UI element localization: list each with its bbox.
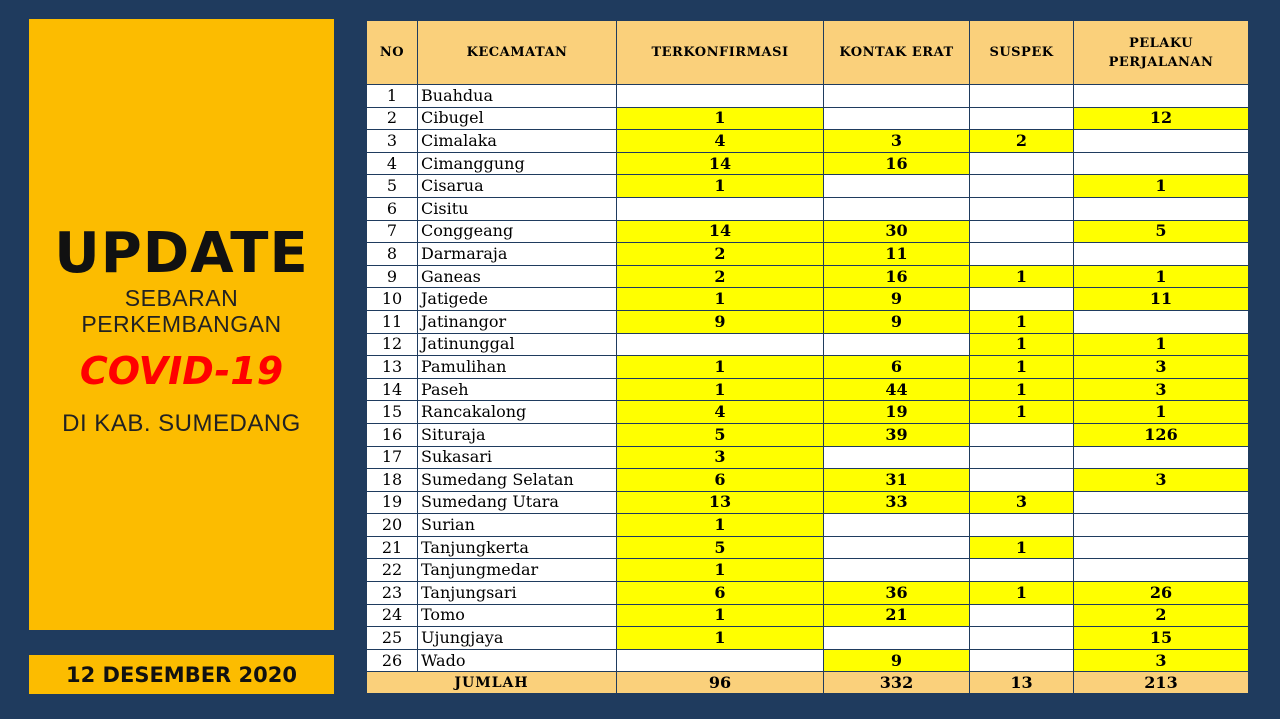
cell-kecamatan: Rancakalong: [418, 401, 617, 424]
cell-no: 1: [367, 85, 418, 108]
cell-no: 16: [367, 423, 418, 446]
cell-pelaku-perjalanan: [1074, 446, 1249, 469]
table-row: [367, 536, 1249, 559]
cell-kontak-erat: 6: [824, 356, 970, 379]
cell-no: 21: [367, 536, 418, 559]
cell-kecamatan: Jatinangor: [418, 310, 617, 333]
cell-terkonfirmasi: 1: [617, 514, 824, 537]
table-row: [367, 378, 1249, 401]
cell-terkonfirmasi: 1: [617, 378, 824, 401]
cell-kecamatan: Paseh: [418, 378, 617, 401]
cell-no: 5: [367, 175, 418, 198]
cell-suspek: [970, 288, 1074, 311]
cell-kontak-erat: 33: [824, 491, 970, 514]
table-row: [367, 152, 1249, 175]
cell-suspek: 1: [970, 401, 1074, 424]
table-row: [367, 220, 1249, 243]
total-label: JUMLAH: [367, 672, 617, 694]
cell-kecamatan: Wado: [418, 649, 617, 672]
cell-kontak-erat: [824, 627, 970, 650]
cell-no: 14: [367, 378, 418, 401]
cell-suspek: 3: [970, 491, 1074, 514]
cell-terkonfirmasi: 5: [617, 423, 824, 446]
total-pelaku-perjalanan: 213: [1074, 672, 1249, 694]
cell-pelaku-perjalanan: [1074, 85, 1249, 108]
cell-suspek: 1: [970, 378, 1074, 401]
cell-pelaku-perjalanan: 3: [1074, 649, 1249, 672]
cell-terkonfirmasi: [617, 197, 824, 220]
cell-pelaku-perjalanan: 3: [1074, 378, 1249, 401]
header-pelaku-perjalanan: PELAKU PERJALANAN: [1074, 21, 1249, 85]
table-row: [367, 582, 1249, 605]
table-row: [367, 243, 1249, 266]
cell-pelaku-perjalanan: 1: [1074, 333, 1249, 356]
table-row: [367, 107, 1249, 130]
cell-kecamatan: Sumedang Selatan: [418, 469, 617, 492]
cell-suspek: 1: [970, 333, 1074, 356]
cell-kontak-erat: 3: [824, 130, 970, 153]
table-row: [367, 627, 1249, 650]
cell-pelaku-perjalanan: 26: [1074, 582, 1249, 605]
cell-no: 4: [367, 152, 418, 175]
covid-data-table: [366, 20, 1249, 694]
cell-terkonfirmasi: 1: [617, 604, 824, 627]
cell-kecamatan: Pamulihan: [418, 356, 617, 379]
table-row: [367, 130, 1249, 153]
cell-no: 19: [367, 491, 418, 514]
table-row: [367, 265, 1249, 288]
cell-kecamatan: Jatigede: [418, 288, 617, 311]
cell-suspek: [970, 604, 1074, 627]
cell-suspek: [970, 243, 1074, 266]
table-row: [367, 469, 1249, 492]
cell-kontak-erat: 21: [824, 604, 970, 627]
cell-kontak-erat: 16: [824, 265, 970, 288]
cell-pelaku-perjalanan: 1: [1074, 175, 1249, 198]
cell-kecamatan: Ganeas: [418, 265, 617, 288]
cell-terkonfirmasi: 1: [617, 175, 824, 198]
table-row: [367, 85, 1249, 108]
cell-pelaku-perjalanan: [1074, 152, 1249, 175]
table-row: [367, 356, 1249, 379]
table-row: [367, 604, 1249, 627]
cell-kontak-erat: 19: [824, 401, 970, 424]
date-badge: 12 DESEMBER 2020: [29, 655, 334, 694]
cell-suspek: [970, 107, 1074, 130]
total-terkonfirmasi: 96: [617, 672, 824, 694]
cell-kecamatan: Conggeang: [418, 220, 617, 243]
cell-kecamatan: Cibugel: [418, 107, 617, 130]
cell-kontak-erat: [824, 446, 970, 469]
cell-suspek: [970, 220, 1074, 243]
cell-suspek: 1: [970, 536, 1074, 559]
cell-pelaku-perjalanan: [1074, 514, 1249, 537]
header-no: NO: [367, 21, 418, 85]
cell-kontak-erat: 30: [824, 220, 970, 243]
cell-terkonfirmasi: 1: [617, 356, 824, 379]
cell-terkonfirmasi: 4: [617, 401, 824, 424]
subtitle-perkembangan: PERKEMBANGAN: [81, 311, 282, 337]
total-kontak-erat: 332: [824, 672, 970, 694]
cell-kecamatan: Tanjungmedar: [418, 559, 617, 582]
cell-kontak-erat: [824, 536, 970, 559]
subtitle-sebaran: SEBARAN: [124, 285, 239, 311]
cell-terkonfirmasi: 6: [617, 469, 824, 492]
cell-kecamatan: Tanjungkerta: [418, 536, 617, 559]
cell-suspek: 1: [970, 356, 1074, 379]
table-row: [367, 514, 1249, 537]
cell-pelaku-perjalanan: [1074, 130, 1249, 153]
covid-title: COVID-19: [79, 349, 284, 393]
cell-terkonfirmasi: [617, 333, 824, 356]
cell-suspek: [970, 85, 1074, 108]
cell-no: 13: [367, 356, 418, 379]
cell-kontak-erat: [824, 514, 970, 537]
cell-kontak-erat: [824, 107, 970, 130]
cell-kecamatan: Cisarua: [418, 175, 617, 198]
cell-kecamatan: Buahdua: [418, 85, 617, 108]
cell-kontak-erat: 31: [824, 469, 970, 492]
cell-no: 20: [367, 514, 418, 537]
cell-kecamatan: Surian: [418, 514, 617, 537]
cell-kontak-erat: 9: [824, 649, 970, 672]
cell-pelaku-perjalanan: 1: [1074, 401, 1249, 424]
cell-terkonfirmasi: 1: [617, 559, 824, 582]
table-row: [367, 423, 1249, 446]
cell-no: 22: [367, 559, 418, 582]
table-row: [367, 446, 1249, 469]
cell-terkonfirmasi: 3: [617, 446, 824, 469]
table-row: [367, 333, 1249, 356]
cell-suspek: 2: [970, 130, 1074, 153]
header-kontak-erat: KONTAK ERAT: [824, 21, 970, 85]
cell-pelaku-perjalanan: [1074, 197, 1249, 220]
cell-terkonfirmasi: 1: [617, 288, 824, 311]
cell-kontak-erat: [824, 197, 970, 220]
cell-pelaku-perjalanan: 5: [1074, 220, 1249, 243]
cell-suspek: [970, 446, 1074, 469]
cell-no: 23: [367, 582, 418, 605]
cell-terkonfirmasi: 14: [617, 152, 824, 175]
cell-terkonfirmasi: 2: [617, 265, 824, 288]
cell-suspek: 1: [970, 310, 1074, 333]
cell-kecamatan: Situraja: [418, 423, 617, 446]
cell-no: 12: [367, 333, 418, 356]
cell-pelaku-perjalanan: 126: [1074, 423, 1249, 446]
cell-kecamatan: Cimalaka: [418, 130, 617, 153]
cell-suspek: [970, 559, 1074, 582]
table-row: [367, 401, 1249, 424]
cell-no: 7: [367, 220, 418, 243]
cell-pelaku-perjalanan: 3: [1074, 356, 1249, 379]
table-row: [367, 491, 1249, 514]
cell-terkonfirmasi: 5: [617, 536, 824, 559]
table-row: [367, 559, 1249, 582]
cell-pelaku-perjalanan: 3: [1074, 469, 1249, 492]
cell-kontak-erat: 39: [824, 423, 970, 446]
cell-suspek: [970, 197, 1074, 220]
cell-kecamatan: Sumedang Utara: [418, 491, 617, 514]
cell-suspek: [970, 627, 1074, 650]
table-row: [367, 310, 1249, 333]
cell-terkonfirmasi: 14: [617, 220, 824, 243]
cell-pelaku-perjalanan: [1074, 559, 1249, 582]
cell-kontak-erat: 11: [824, 243, 970, 266]
cell-suspek: [970, 469, 1074, 492]
cell-terkonfirmasi: 9: [617, 310, 824, 333]
cell-terkonfirmasi: [617, 85, 824, 108]
cell-kontak-erat: [824, 333, 970, 356]
cell-terkonfirmasi: 13: [617, 491, 824, 514]
cell-terkonfirmasi: 6: [617, 582, 824, 605]
header-suspek: SUSPEK: [970, 21, 1074, 85]
update-panel: [29, 19, 334, 630]
cell-kecamatan: Ujungjaya: [418, 627, 617, 650]
cell-no: 15: [367, 401, 418, 424]
cell-kecamatan: Tomo: [418, 604, 617, 627]
cell-terkonfirmasi: 2: [617, 243, 824, 266]
cell-no: 2: [367, 107, 418, 130]
cell-kontak-erat: 16: [824, 152, 970, 175]
total-suspek: 13: [970, 672, 1074, 694]
cell-terkonfirmasi: 4: [617, 130, 824, 153]
cell-kontak-erat: [824, 175, 970, 198]
cell-no: 6: [367, 197, 418, 220]
cell-kontak-erat: 44: [824, 378, 970, 401]
cell-no: 11: [367, 310, 418, 333]
cell-kontak-erat: [824, 559, 970, 582]
cell-no: 24: [367, 604, 418, 627]
cell-no: 9: [367, 265, 418, 288]
table-header-row: [367, 21, 1249, 85]
cell-kecamatan: Darmaraja: [418, 243, 617, 266]
cell-suspek: [970, 649, 1074, 672]
cell-terkonfirmasi: [617, 649, 824, 672]
cell-kontak-erat: 9: [824, 310, 970, 333]
cell-no: 25: [367, 627, 418, 650]
cell-kecamatan: Jatinunggal: [418, 333, 617, 356]
cell-pelaku-perjalanan: 12: [1074, 107, 1249, 130]
cell-kecamatan: Sukasari: [418, 446, 617, 469]
cell-pelaku-perjalanan: 2: [1074, 604, 1249, 627]
cell-kecamatan: Tanjungsari: [418, 582, 617, 605]
cell-suspek: [970, 152, 1074, 175]
cell-terkonfirmasi: 1: [617, 107, 824, 130]
cell-suspek: 1: [970, 265, 1074, 288]
cell-no: 18: [367, 469, 418, 492]
subtitle-location: DI KAB. SUMEDANG: [62, 410, 301, 437]
cell-kontak-erat: 36: [824, 582, 970, 605]
cell-terkonfirmasi: 1: [617, 627, 824, 650]
cell-no: 17: [367, 446, 418, 469]
header-kecamatan: KECAMATAN: [418, 21, 617, 85]
table-row: [367, 649, 1249, 672]
cell-suspek: 1: [970, 582, 1074, 605]
cell-pelaku-perjalanan: [1074, 243, 1249, 266]
cell-suspek: [970, 514, 1074, 537]
cell-no: 10: [367, 288, 418, 311]
cell-pelaku-perjalanan: [1074, 310, 1249, 333]
cell-kecamatan: Cimanggung: [418, 152, 617, 175]
cell-kontak-erat: [824, 85, 970, 108]
table-row: [367, 175, 1249, 198]
cell-no: 26: [367, 649, 418, 672]
update-title: UPDATE: [54, 221, 309, 286]
cell-kecamatan: Cisitu: [418, 197, 617, 220]
table-row: [367, 197, 1249, 220]
cell-pelaku-perjalanan: 15: [1074, 627, 1249, 650]
cell-pelaku-perjalanan: 1: [1074, 265, 1249, 288]
cell-no: 8: [367, 243, 418, 266]
cell-kontak-erat: 9: [824, 288, 970, 311]
total-row: [367, 672, 1249, 694]
table-row: [367, 288, 1249, 311]
cell-no: 3: [367, 130, 418, 153]
header-terkonfirmasi: TERKONFIRMASI: [617, 21, 824, 85]
cell-suspek: [970, 423, 1074, 446]
cell-pelaku-perjalanan: [1074, 491, 1249, 514]
cell-pelaku-perjalanan: [1074, 536, 1249, 559]
cell-suspek: [970, 175, 1074, 198]
cell-pelaku-perjalanan: 11: [1074, 288, 1249, 311]
